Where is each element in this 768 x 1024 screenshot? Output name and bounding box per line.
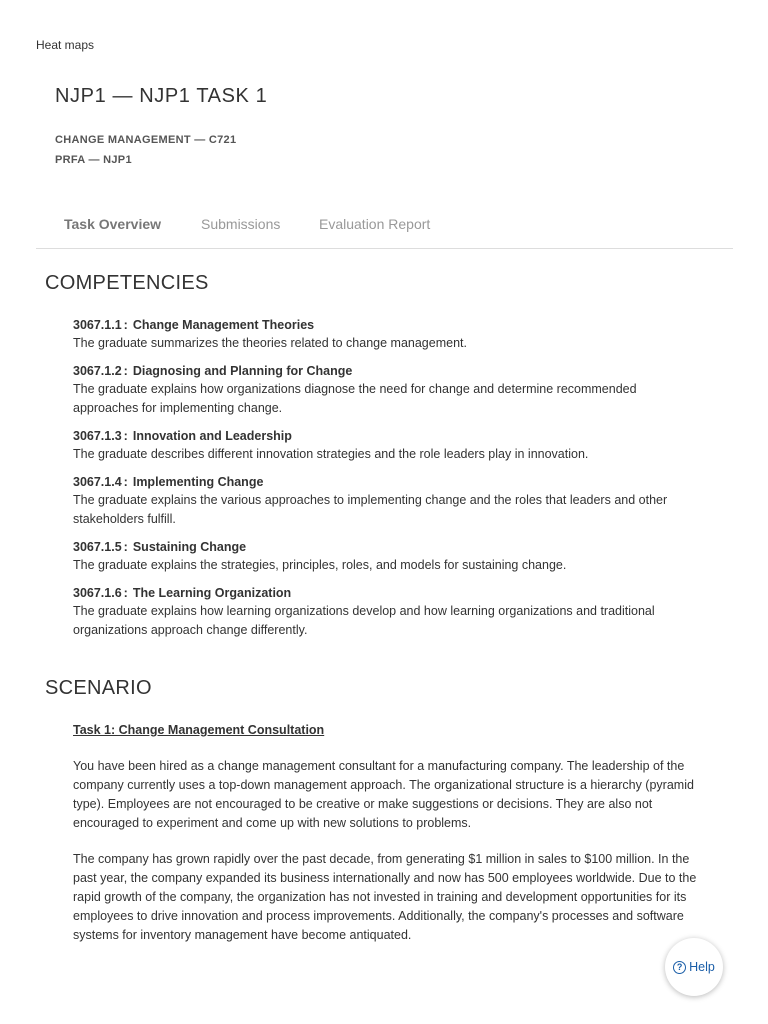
tab-task-overview[interactable]: Task Overview [64, 216, 162, 232]
breadcrumb-heat-maps[interactable]: Heat maps [36, 38, 95, 52]
competency-code: 3067.1.5 [73, 540, 122, 554]
competency-item: 3067.1.5 : Sustaining Change The graduate explains the strategies, principles, roles, and models for sustaining change. [73, 538, 703, 575]
competency-code: 3067.1.4 [73, 475, 122, 489]
tab-evaluation-report[interactable]: Evaluation Report [319, 216, 431, 232]
competencies-heading: COMPETENCIES [45, 272, 209, 294]
help-label: Help [689, 960, 715, 974]
competency-description: The graduate explains the various approaches to implementing change and the roles that leaders and other stakeholders fulfill. [73, 493, 668, 526]
competency-description: The graduate explains how learning organizations develop and how learning organizations and traditional organizations approach change differently. [73, 604, 655, 637]
competency-code: 3067.1.1 [73, 318, 122, 332]
competency-description: The graduate describes different innovation strategies and the role leaders play in innovation. [73, 447, 589, 461]
competency-name: Implementing Change [132, 475, 264, 489]
question-circle-icon: ? [673, 961, 686, 974]
course-label: CHANGE MANAGEMENT — C721 [55, 134, 237, 146]
competency-name: Innovation and Leadership [132, 429, 292, 443]
competency-item: 3067.1.6 : The Learning Organization The graduate explains how learning organizations develop and how learning organizations and traditional organizations approach change differently. [73, 584, 703, 640]
competency-list [73, 316, 703, 649]
competency-item: 3067.1.3 : Innovation and Leadership The graduate describes different innovation strategies and the role leaders play in innovation. [73, 427, 703, 464]
tab-submissions[interactable]: Submissions [201, 216, 281, 232]
competency-description: The graduate explains the strategies, principles, roles, and models for sustaining change. [73, 558, 567, 572]
competency-name: Diagnosing and Planning for Change [132, 364, 353, 378]
competency-code: 3067.1.3 [73, 429, 122, 443]
scenario-paragraph: The company has grown rapidly over the past decade, from generating $1 million in sales to $100 million. In the past year, the company expanded its business internationally and now has 500 employees worldwide. Due to the rapid growth of the company, the organization has not invested in training and development opportunities for its employees to drive innovation and process improvements. Additionally, the company's processes and software systems for inventory management have become antiquated. [73, 852, 697, 942]
task-title: Task 1: Change Management Consultation [73, 723, 325, 737]
competency-name: The Learning Organization [132, 586, 292, 600]
competency-description: The graduate summarizes the theories related to change management. [73, 336, 467, 350]
competency-code: 3067.1.2 [73, 364, 122, 378]
page-title: NJP1 — NJP1 TASK 1 [55, 85, 268, 107]
competency-item: 3067.1.4 : Implementing Change The graduate explains the various approaches to implementing change and the roles that leaders and other stakeholders fulfill. [73, 473, 703, 529]
competency-name: Change Management Theories [132, 318, 315, 332]
competency-description: The graduate explains how organizations diagnose the need for change and determine recommended approaches for implementing change. [73, 382, 637, 415]
help-button[interactable] [665, 938, 723, 996]
assessment-label: PRFA — NJP1 [55, 154, 132, 166]
scenario-body [73, 721, 705, 962]
competency-item: 3067.1.2 : Diagnosing and Planning for Change The graduate explains how organizations diagnose the need for change and determine recommended approaches for implementing change. [73, 362, 703, 418]
scenario-paragraph: You have been hired as a change management consultant for a manufacturing company. The leadership of the company currently uses a top-down management approach. The organizational structure is a hierarchy (pyramid type). Employees are not encouraged to be creative or make suggestions or decisions. They are also not encouraged to experiment and come up with new solutions to problems. [73, 759, 694, 830]
competency-name: Sustaining Change [132, 540, 247, 554]
tab-bar [36, 214, 733, 249]
scenario-heading: SCENARIO [45, 677, 152, 699]
competency-item: 3067.1.1 : Change Management Theories The graduate summarizes the theories related to change management. [73, 316, 703, 353]
competency-code: 3067.1.6 [73, 586, 122, 600]
